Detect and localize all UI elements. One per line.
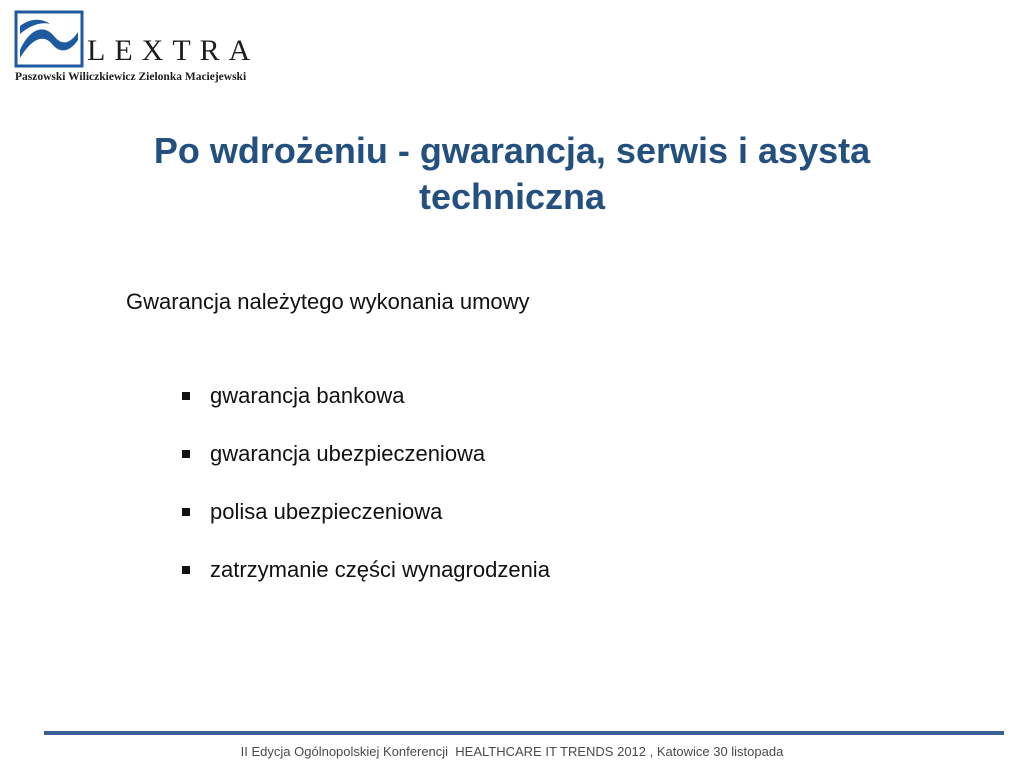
bullet-item: [180, 380, 550, 438]
lextra-logo-icon: [14, 10, 84, 68]
square-bullet-icon: [182, 392, 190, 400]
square-bullet-icon: [182, 566, 190, 574]
bullet-text: zatrzymanie części wynagrodzenia: [210, 557, 550, 582]
subheading: Gwarancja należytego wykonania umowy: [126, 289, 530, 314]
slide-title-line-1: Po wdrożeniu - gwarancja, serwis i asysta: [153, 130, 871, 171]
bullet-list: [180, 380, 550, 612]
logo-partners: Paszowski Wiliczkiewicz Zielonka Maciejewski: [15, 71, 247, 83]
slide-title-line-2: techniczna: [418, 176, 606, 217]
bullet-text: gwarancja ubezpieczeniowa: [210, 441, 486, 466]
bullet-text: polisa ubezpieczeniowa: [210, 499, 443, 524]
logo-wordmark: LEXTRA: [87, 34, 260, 67]
slide-title: [0, 128, 1024, 220]
footer-text: II Edycja Ogólnopolskiej Konferencji HEALTHCARE IT TRENDS 2012 , Katowice 30 listopada: [240, 744, 784, 759]
bullet-item: [180, 554, 550, 612]
footer-divider: [44, 731, 1004, 735]
bullet-text: gwarancja bankowa: [210, 383, 405, 408]
bullet-item: [180, 496, 550, 554]
square-bullet-icon: [182, 508, 190, 516]
company-logo: [14, 10, 264, 90]
bullet-item: [180, 438, 550, 496]
square-bullet-icon: [182, 450, 190, 458]
